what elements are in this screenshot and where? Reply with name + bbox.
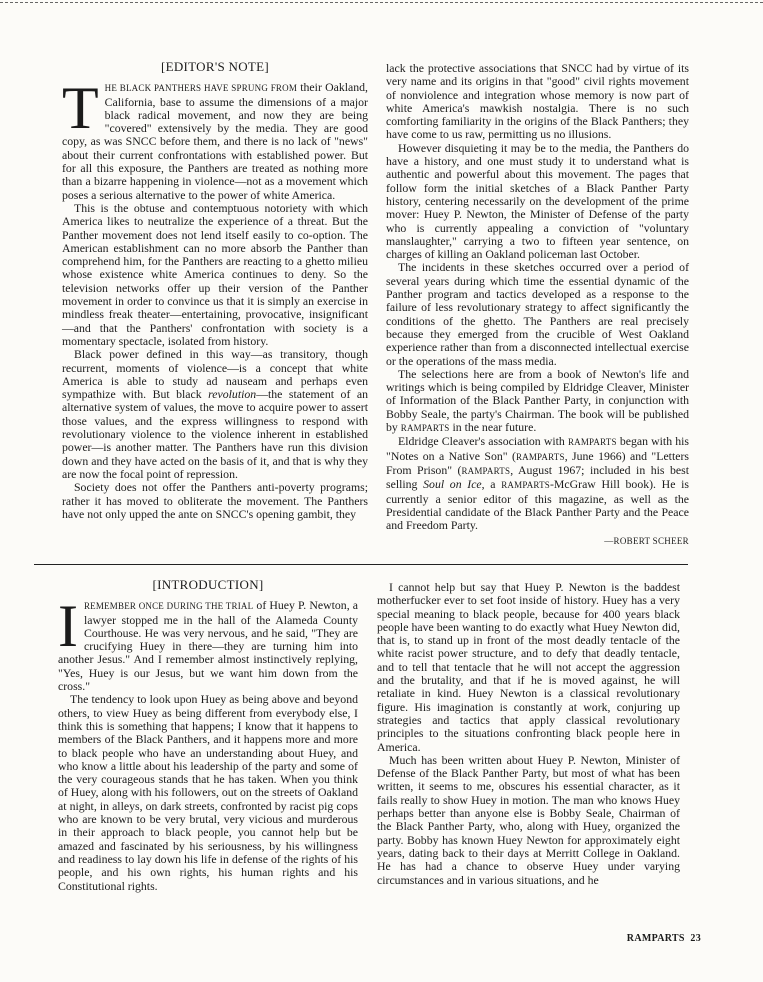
introduction-right-column (377, 581, 680, 887)
editor-note-paragraph: The incidents in these sketches occurred over a period of several years during which time the essential dynamic of the Panther program and tactics developed as a response to the failure of less revolutionary strategy to affect significantly the conditions of the ghetto. The Panthers are real precisely because they emerged from the crucible of West Oakland experience rather than from a disconnected intellectual exercise or the operations of the mass media. (386, 260, 689, 368)
page-footer (627, 933, 701, 944)
editor-note-paragraph: Society does not offer the Panthers anti-poverty programs; rather it has moved to obliterate the movement. The Panthers have not only upped the ante on SNCC's opening gambit, they (62, 480, 368, 521)
introduction-heading: [INTRODUCTION] (152, 577, 264, 592)
editor-note-heading: [EDITOR'S NOTE] (160, 59, 270, 74)
introduction-left-column (58, 578, 358, 893)
editor-note-right-column (386, 62, 689, 549)
author-signature: —ROBERT SCHEER (604, 536, 689, 547)
introduction-paragraph: IREMEMBER ONCE DURING THE TRIAL of Huey P. Newton, a lawyer stopped me in the hall of the Alameda County Courthouse. He was very nervous, and he said, "They are crucifying Huey in there—they are turning him into another Jesus." And I remember almost instinctively replying, "Yes, Huey is our Jesus, but we want him down from the cross." (58, 593, 358, 694)
section-divider (34, 564, 688, 565)
drop-cap: T (62, 75, 99, 142)
editor-note-paragraph: THE BLACK PANTHERS HAVE SPRUNG FROM their Oakland, California, base to assume the dimensions of a major black radical movement, and now they are being "covered" extensively by the media. They are good copy, as was SNCC before them, and there is no lack of "news" about their current confrontations with established power. But for all this exposure, the Panthers are treated as nothing more than a bizarre happening in violence—not as a movement which poses a serious alternative to the power of white America. (62, 75, 368, 202)
magazine-name: RAMPARTS (626, 933, 685, 944)
page-number: 23 (690, 933, 701, 944)
introduction-paragraph: Much has been written about Huey P. Newton, Minister of Defense of the Black Panther Party, but most of what has been written, it seems to me, obscures his essential character, as it fails really to show Huey in motion. The man who knows Huey perhaps better than anyone else is Bobby Seale, Chairman of the Black Panther Party, who, along with Huey, organized the party. Bobby has known Huey Newton for approximately eight years, dating back to their days at Merritt College in Oakland. He has had a chance to observe Huey under varying circumstances and in various situations, and he (377, 752, 680, 887)
editor-note-paragraph: Black power defined in this way—as transitory, though recurrent, moments of violence—is a concept that white America is able to study ad nauseam and perhaps even sympathize with. But black revolution—the statement of an alternative system of values, the move to acquire power to assert those values, and the express willingness to respond with revolutionary violence to the violence inherent in established power—is another matter. The Panthers have run this division down and they have acted on the basis of it, and that is why they are now the focal point of repression. (62, 347, 368, 481)
introduction-paragraph: The tendency to look upon Huey as being above and beyond others, to view Huey as being different from everybody else, I think this is something that happens; I know that it happens to members of the Black Panthers, and it happens more and more to black people who have an understanding about Huey, and who know a little about his leadership of the party and some of the very courageous stands that he has taken. When you think of Huey, along with his followers, out on the streets of Oakland at night, in alleys, on dark streets, confronted by racist pig cops who are known to be very brutal, very vicious and murderous in their approach to black people, you cannot help but be amazed and fascinated by his seriousness, by his willingness and readiness to lay down his life in defense of the rights of his people, and his own rights, his human rights and his Constitutional rights. (58, 692, 358, 893)
editor-note-paragraph: The selections here are from a book of Newton's life and writings which is being compiled by Eldridge Cleaver, Minister of Information of the Black Panther Party, in conjunction with Bobby Seale, the party's Chairman. The book will be published by RAMPARTS in the near future. (386, 366, 689, 435)
lead-small-caps: HE BLACK PANTHERS HAVE SPRUNG FROM (104, 83, 298, 94)
lead-small-caps: REMEMBER ONCE DURING THE TRIAL (83, 601, 254, 612)
editor-note-left-column (62, 60, 368, 521)
editor-note-paragraph: lack the protective associations that SNCC had by virtue of its very name and its origins in that "good" civil rights movement of nonviolence and integration whose memory is now part of white America's mawkish nostalgia. There is no such comforting familiarity in the origins of the Black Panthers; they have come to us raw, permitting us no illusions. (386, 61, 689, 142)
editor-note-paragraph: Eldridge Cleaver's association with RAMPARTS began with his "Notes on a Native Son" (RAMPARTS, June 1966) and "Letters From Prison" (RAMPARTS, August 1967; included in his best selling Soul on Ice, a RAMPARTS-McGraw Hill book). He is currently a senior editor of this magazine, as well as the Presidential candidate of the Black Panther Party and the Peace and Freedom Party. (386, 434, 689, 533)
drop-cap: I (58, 593, 78, 660)
editor-note-paragraph: This is the obtuse and contemptuous notoriety with which America likes to neutralize the experience of a threat. But the Panther movement does not lend itself easily to co-option. The American establishment can no more absorb the Panther than comprehend him, for the Panthers are reacting to a ghetto milieu whose existence white America continues to deny. So the television networks offer up their version of the Panther movement in order to convince us that it is simply an exercise in mindless freak theater—entertaining, provocative, insignificant —and that the Panthers' confrontation with society is a momentary spectacle, isolated from history. (62, 200, 368, 348)
editor-note-paragraph: However disquieting it may be to the media, the Panthers do have a history, and one must study it to understand what is authentic and powerful about this movement. The pages that follow form the initial sketches of a Black Panther Party history, centering necessarily on the development of the prime mover: Huey P. Newton, the Minister of Defense of the party who is currently appealing a conviction of "voluntary manslaughter," carrying a two to fifteen year sentence, on charges of killing an Oakland policeman last October. (386, 140, 689, 262)
top-dashed-border (0, 2, 763, 3)
introduction-paragraph: I cannot help but say that Huey P. Newton is the baddest motherfucker ever to set foot inside of history. Huey has a very special meaning to black people, because for 400 years black people have been wanting to do exactly what Huey Newton did, that is, to stand up in front of the most deadly tentacle of the white racist power structure, and to defy that deadly tentacle, and to tell that tentacle that he will not accept the aggression and the brutality, and that if he is moved against, he will retaliate in kind. Huey Newton is a classical revolutionary figure. His imagination is constantly at work, conjuring up strategies and tactics that apply classical revolutionary principles to the situations confronting black people here in America. (377, 580, 680, 754)
